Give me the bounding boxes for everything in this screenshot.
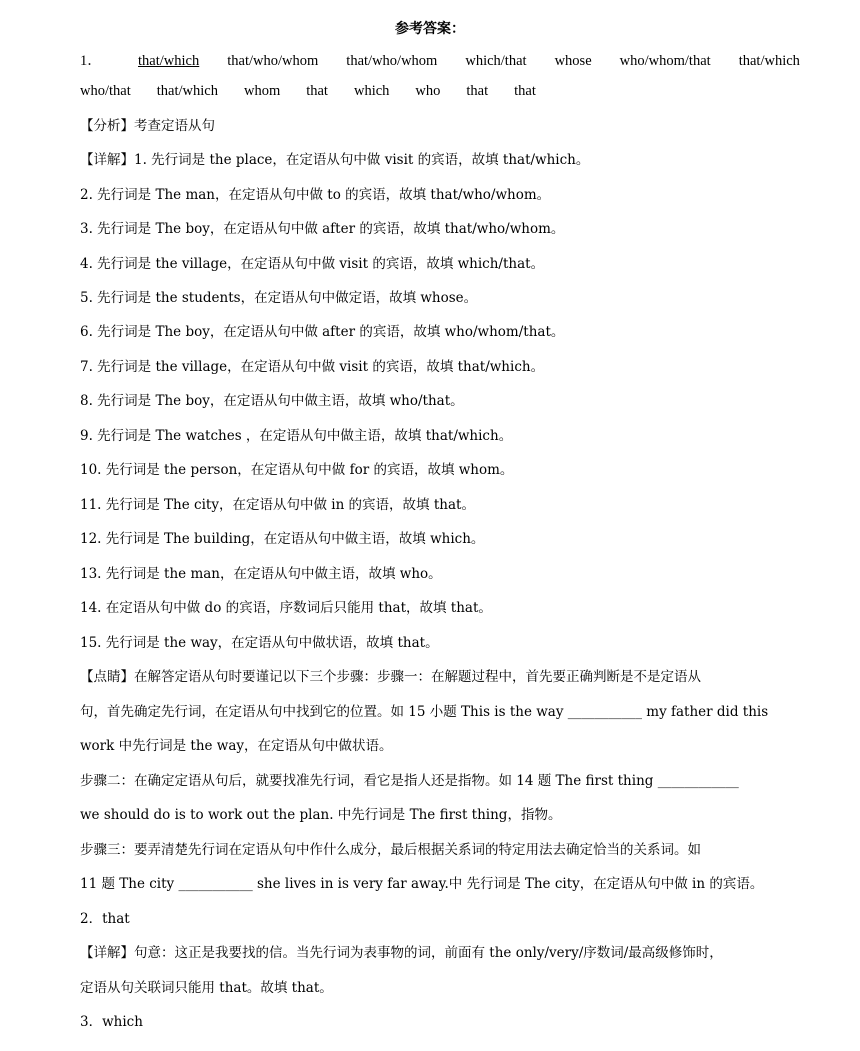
detail-line: 5. 先行词是 the students，在定语从句中做定语，故填 whose。 [80,290,478,306]
q1-analysis: 【分析】考查定语从句 [80,118,215,134]
q1-answers-row-1 [80,49,800,70]
answer-11: that [306,83,328,99]
answer-4: which/that [465,53,527,69]
q1-answers-row-2 [80,83,800,100]
page-title: 参考答案： [395,21,465,37]
answer-9: that/which [156,83,218,99]
answer-13: who [415,83,441,99]
answer-7: that/which [738,53,800,69]
answer-10: whom [243,83,281,99]
q2-heading: 2．that [80,911,130,927]
detail-line: 12. 先行词是 The building，在定语从句中做主语，故填 which。 [80,531,485,547]
answer-2: that/who/whom [227,53,319,69]
answer-3: that/who/whom [346,53,438,69]
detail-line: 13. 先行词是 the man，在定语从句中做主语，故填 who。 [80,566,442,582]
detail-line: 4. 先行词是 the village，在定语从句中做 visit 的宾语，故填 which/that。 [80,256,545,272]
detail-line: 3. 先行词是 The boy，在定语从句中做 after 的宾语，故填 that/who/whom。 [80,221,565,237]
q2-detail-line: 定语从句关联词只能用 that。故填 that。 [80,980,333,996]
answer-1: that/which [138,53,200,69]
detail-line: 9. 先行词是 The watches ，在定语从句中做主语，故填 that/which。 [80,428,513,444]
tip-line: 11 题 The city ___________ she lives in is very far away.中 先行词是 The city，在定语从句中做 in 的宾语。 [80,876,764,892]
tip-line: 步骤二：在确定定语从句后，就要找准先行词，看它是指人还是指物。如 14 题 The first thing ____________ [80,773,739,789]
q1-number: 1． [80,53,102,69]
answer-15: that [514,83,536,99]
answer-8: who/that [80,83,131,99]
tip-line: 句，首先确定先行词，在定语从句中找到它的位置。如 15 小题 This is the way ___________ my father did this [80,704,769,720]
detail-line: 14. 在定语从句中做 do 的宾语，序数词后只能用 that，故填 that。 [80,600,492,616]
detail-line: 11. 先行词是 The city，在定语从句中做 in 的宾语，故填 that。 [80,497,475,513]
detail-line: 10. 先行词是 the person，在定语从句中做 for 的宾语，故填 whom。 [80,462,514,478]
detail-line: 2. 先行词是 The man，在定语从句中做 to 的宾语，故填 that/who/whom。 [80,187,551,203]
detail-line: 6. 先行词是 The boy，在定语从句中做 after 的宾语，故填 who/whom/that。 [80,324,565,340]
tip-line: 【点睛】在解答定语从句时要谨记以下三个步骤：步骤一：在解题过程中，首先要正确判断是不是定语从 [80,669,701,685]
answer-14: that [466,83,489,99]
tip-line: 步骤三：要弄清楚先行词在定语从句中作什么成分，最后根据关系词的特定用法去确定恰当的关系词。如 [80,842,701,858]
detail-line: 8. 先行词是 The boy，在定语从句中做主语，故填 who/that。 [80,393,464,409]
answer-6: who/whom/that [619,53,711,69]
detail-line: 7. 先行词是 the village，在定语从句中做 visit 的宾语，故填 that/which。 [80,359,545,375]
q3-heading: 3．which [80,1014,143,1030]
tip-line: work 中先行词是 the way，在定语从句中做状语。 [80,738,393,754]
q2-detail-line: 【详解】句意：这正是我要找的信。当先行词为表事物的词，前面有 the only/very/序数词/最高级修饰时， [80,945,723,961]
answer-5: whose [554,53,592,69]
detail-line: 【详解】1. 先行词是 the place，在定语从句中做 visit 的宾语，故填 that/which。 [80,152,590,168]
answer-12: which [353,83,390,99]
detail-line: 15. 先行词是 the way，在定语从句中做状语，故填 that。 [80,635,439,651]
tip-line: we should do is to work out the plan. 中先行词是 The first thing，指物。 [80,807,562,823]
